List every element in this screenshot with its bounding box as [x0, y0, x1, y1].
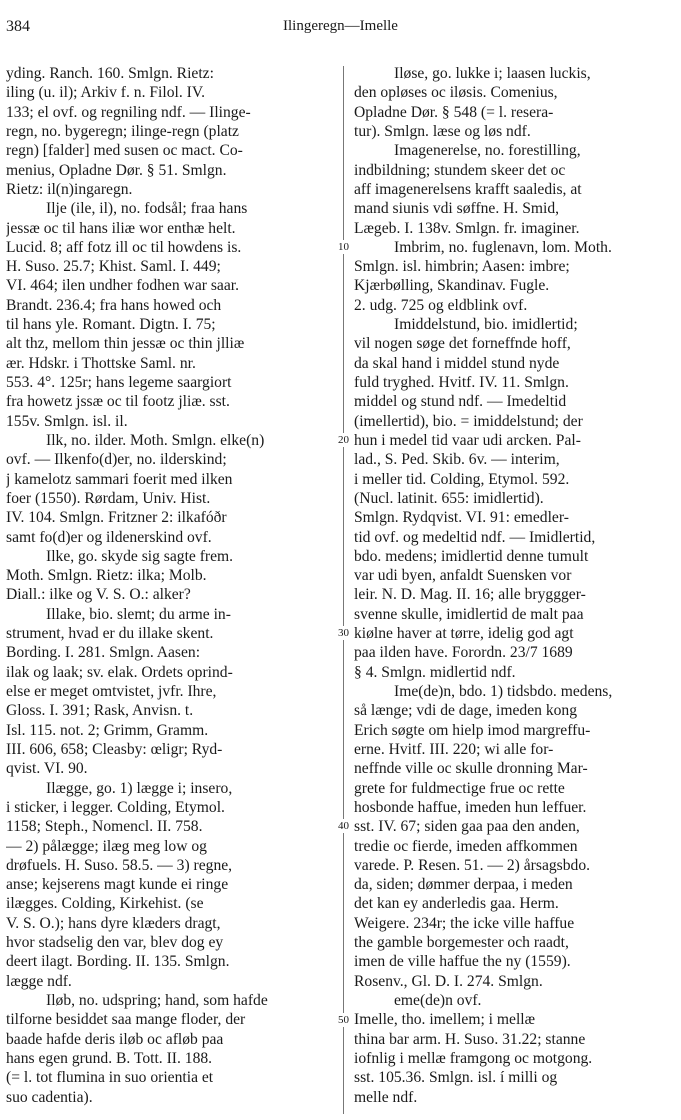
left-column-line: Brandt. 236.4; fra hans howed och: [6, 296, 222, 314]
right-column-line: imen de ville haffue the ny (1559).: [354, 953, 571, 971]
left-column-line: H. Suso. 25.7; Khist. Saml. I. 449;: [6, 258, 221, 276]
right-column-line: Imagenerelse, no. forestilling,: [394, 142, 581, 160]
left-column-line: Rietz: il(n)ingaregn.: [6, 180, 133, 198]
right-column-line: 2. udg. 725 og eldblink ovf.: [354, 296, 528, 314]
left-column-line: regn) [falder] med susen oc mact. Co-: [6, 142, 243, 160]
left-column-line: Bording. I. 281. Smlgn. Aasen:: [6, 644, 201, 662]
left-column-line: tilforne besiddet saa mange floder, der: [6, 1011, 246, 1029]
left-column-line: strument, hvad er du illake skent.: [6, 625, 214, 643]
left-column-line: ilak og laak; sv. elak. Ordets oprind-: [6, 663, 233, 681]
left-column-line: iling (u. il); Arkiv f. n. Filol. IV.: [6, 84, 205, 102]
left-column-line: III. 606, 658; Cleasby: œligr; Ryd-: [6, 740, 223, 758]
left-column-line: deert ilagt. Bording. II. 135. Smlgn.: [6, 953, 230, 971]
right-column-line: iofnlig i mellæ framgong oc motgong.: [354, 1049, 593, 1067]
right-column-line: leir. N. D. Mag. II. 16; alle bryggger-: [354, 586, 586, 604]
left-column-line: suo cadentia).: [6, 1088, 93, 1106]
right-column-line: Weigere. 234r; the icke ville haffue: [354, 914, 575, 932]
right-column-line: neffnde ville oc skulle dronning Mar-: [354, 760, 588, 778]
left-column-line: hans egen grund. B. Tott. II. 188.: [6, 1049, 213, 1067]
right-column-line: melle ndf.: [354, 1088, 418, 1106]
line-number-20: 20: [338, 434, 349, 446]
right-column-line: Smlgn. isl. himbrin; Aasen: imbre;: [354, 258, 570, 276]
left-column-line: Ilje (ile, il), no. fodsål; fraa hans: [46, 200, 248, 218]
line-number-50: 50: [338, 1014, 349, 1026]
left-column-line: alt thz, mellom thin jessæ oc thin jlliæ: [6, 335, 245, 353]
left-column-line: IV. 104. Smlgn. Fritzner 2: ilkafóðr: [6, 509, 227, 527]
left-column-line: ovf. — Ilkenfo(d)er, no. ilderskind;: [6, 451, 227, 469]
left-column-line: else er meget omtvistet, jvfr. Ihre,: [6, 683, 217, 700]
right-column-line: da, siden; dømmer derpaa, i meden: [354, 876, 573, 894]
right-column-line: kiølne haver at tørre, idelig god agt: [354, 625, 574, 643]
right-column-line: Opladne Dør. § 548 (= l. resera-: [354, 103, 554, 121]
right-column-line: tur). Smlgn. læse og løs ndf.: [354, 122, 531, 140]
left-column-line: Ilk, no. ilder. Moth. Smlgn. elke(n): [46, 431, 265, 449]
left-column-line: samt fo(d)er og ildenerskind ovf.: [6, 528, 212, 546]
left-column-line: ilægges. Colding, Kirkehist. (se: [6, 895, 204, 913]
right-column: [354, 64, 672, 1107]
left-column-line: (= l. tot flumina in suo orientia et: [6, 1069, 214, 1087]
column-divider: [343, 66, 344, 1114]
left-column-line: Isl. 115. not. 2; Grimm, Gramm.: [6, 721, 209, 739]
left-column-line: Diall.: ilke og V. S. O.: alker?: [6, 586, 191, 604]
right-column-line: Smlgn. Rydqvist. VI. 91: emedler-: [354, 509, 569, 527]
right-column-line: Imiddelstund, bio. imidlertid;: [394, 316, 578, 334]
right-column-line: så længe; vdi de dage, imeden kong: [354, 702, 578, 720]
right-column-line: hun i medel tid vaar udi arcken. Pal-: [354, 431, 581, 449]
right-column-line: paa ilden have. Forordn. 23/7 1689: [354, 644, 573, 662]
right-column-line: det kan ey anderledis gaa. Herm.: [354, 895, 559, 913]
left-column-line: qvist. VI. 90.: [6, 760, 88, 778]
right-column-line: den opløses oc iløsis. Comenius,: [354, 84, 558, 102]
left-column-line: Gloss. I. 391; Rask, Anvisn. t.: [6, 702, 194, 720]
right-column-line: sst. IV. 67; siden gaa paa den anden,: [354, 818, 580, 836]
left-column-line: foer (1550). Rørdam, Univ. Hist.: [6, 489, 211, 507]
left-column-line: drøfuels. H. Suso. 58.5. — 3) regne,: [6, 856, 233, 874]
left-column-line: 553. 4°. 125r; hans legeme saargiort: [6, 374, 232, 391]
right-column-line: thina bar arm. H. Suso. 31.22; stanne: [354, 1030, 586, 1048]
right-column-line: i meller tid. Colding, Etymol. 592.: [354, 470, 570, 488]
right-column-line: tid ovf. og medeltid ndf. — Imidlertid,: [354, 528, 596, 546]
left-column-line: Lucid. 8; aff fotz ill oc til howdens is.: [6, 238, 242, 256]
left-column-line: V. S. O.); hans dyre klæders dragt,: [6, 914, 221, 932]
left-column-line: yding. Ranch. 160. Smlgn. Rietz:: [6, 65, 214, 82]
right-column-line: tredie oc fierde, imeden affkommen: [354, 837, 578, 855]
right-column-line: Rosenv., Gl. D. I. 274. Smlgn.: [354, 972, 543, 990]
left-column-line: VI. 464; ilen undher fodhen war saar.: [6, 277, 239, 295]
right-column-line: sst. 105.36. Smlgn. isl. í milli og: [354, 1069, 558, 1087]
left-column-line: j kamelotz sammari foerit med ilken: [6, 470, 233, 488]
line-number-40: 40: [338, 820, 349, 832]
right-column-line: bdo. medens; imidlertid denne tumult: [354, 547, 589, 565]
right-column-line: hosbonde haffue, imeden hun leffuer.: [354, 798, 587, 816]
right-column-line: Erich søgte om hielp imod margreffu-: [354, 721, 591, 739]
right-column-line: (imellertid), bio. = imiddelstund; der: [354, 412, 583, 430]
right-column-line: Lægeb. I. 138v. Smlgn. fr. imaginer.: [354, 219, 580, 237]
page-header: [0, 0, 681, 44]
line-number-10: 10: [338, 241, 349, 253]
left-column-line: Iløb, no. udspring; hand, som hafde: [46, 992, 268, 1009]
right-column-line: Iløse, go. lukke i; laasen luckis,: [394, 65, 591, 82]
left-column-line: til hans yle. Romant. Digtn. I. 75;: [6, 316, 216, 334]
left-column-line: 155v. Smlgn. isl. il.: [6, 412, 128, 430]
page-number: 384: [6, 18, 30, 35]
left-column-line: Illake, bio. slemt; du arme in-: [46, 605, 231, 623]
left-column-line: anse; kejserens magt kunde ei ringe: [6, 876, 229, 894]
right-column-line: (Nucl. latinit. 655: imidlertid).: [354, 489, 544, 507]
right-column-line: grete for fuldmectige frue oc rette: [354, 779, 565, 797]
right-column-line: var udi byen, anfaldt Suensken vor: [354, 567, 572, 585]
right-column-line: Kjærbølling, Skandinav. Fugle.: [354, 277, 550, 295]
left-column-line: fra howetz jssæ oc til footz jliæ. sst.: [6, 393, 230, 411]
right-column-line: indbildning; stundem skeer det oc: [354, 161, 566, 179]
right-column-line: Ime(de)n, bdo. 1) tidsbdo. medens,: [394, 683, 613, 700]
right-column-line: lad., S. Ped. Skib. 6v. — interim,: [354, 451, 560, 469]
left-column-line: 133; el ovf. og regniling ndf. — Ilinge-: [6, 103, 251, 121]
right-column-line: eme(de)n ovf.: [394, 992, 482, 1009]
left-column-line: i sticker, i legger. Colding, Etymol.: [6, 798, 225, 816]
left-column-line: jessæ oc til hans iliæ wor enthæ helt.: [6, 219, 236, 237]
right-column-line: varede. P. Resen. 51. — 2) årsagsbdo.: [354, 856, 591, 874]
left-column-line: regn, no. bygeregn; ilinge-regn (platz: [6, 122, 239, 140]
left-column-line: baade hafde deris iløb oc afløb paa: [6, 1030, 224, 1048]
right-column-line: middel og stund ndf. — Imedeltid: [354, 393, 567, 411]
left-column-line: 1158; Steph., Nomencl. II. 758.: [6, 818, 203, 836]
right-column-line: da skal hand i middel stund nyde: [354, 354, 560, 372]
right-column-line: mand siunis vdi søffne. H. Smid,: [354, 200, 560, 218]
left-column-line: ær. Hdskr. i Thottske Saml. nr.: [6, 354, 196, 372]
right-column-line: svenne skulle, imidlertid de malt paa: [354, 605, 584, 623]
right-column-line: Imbrim, no. fuglenavn, lom. Moth.: [394, 238, 612, 256]
right-column-line: aff imagenerelsens krafft saaledis, at: [354, 180, 582, 198]
left-column-line: Moth. Smlgn. Rietz: ilka; Molb.: [6, 567, 207, 585]
left-column-line: — 2) pålægge; ilæg meg low og: [6, 837, 207, 855]
left-column-line: Ilægge, go. 1) lægge i; insero,: [46, 779, 233, 797]
right-column-line: fuld tryghed. Hvitf. IV. 11. Smlgn.: [354, 374, 569, 391]
left-column-line: lægge ndf.: [6, 972, 72, 990]
left-column-line: menius, Opladne Dør. § 51. Smlgn.: [6, 161, 227, 179]
left-column-line: Ilke, go. skyde sig sagte frem.: [46, 547, 234, 565]
left-column: [6, 64, 332, 1107]
right-column-line: vil nogen søge det forneffnde hoff,: [354, 335, 571, 353]
running-head: Ilingeregn—Imelle: [283, 18, 398, 34]
left-column-line: hvor stadselig den var, blev dog ey: [6, 934, 224, 952]
right-column-line: erne. Hvitf. III. 220; wi alle for-: [354, 740, 554, 758]
right-column-line: the gamble borgemester och raadt,: [354, 934, 569, 952]
right-column-line: § 4. Smlgn. midlertid ndf.: [354, 663, 516, 681]
right-column-line: Imelle, tho. imellem; i mellæ: [354, 1011, 536, 1029]
line-number-30: 30: [338, 627, 349, 639]
